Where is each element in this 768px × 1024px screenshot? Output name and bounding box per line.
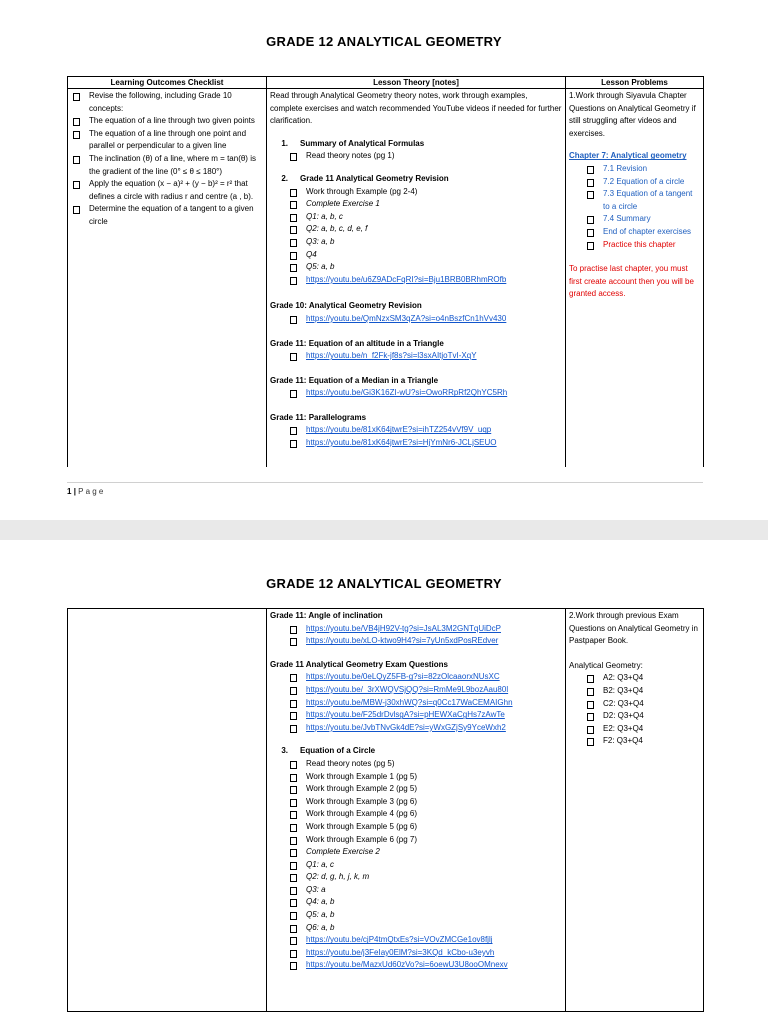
problems-intro: 2.Work through previous Exam Questions on Analytical Geometry in Pastpaper Book. (569, 611, 698, 646)
youtube-link[interactable]: https://youtu.be/xLO-ktwo9H4?si=7yUn5xdPosREdver (306, 636, 499, 646)
median-heading: Grade 11: Equation of a Median in a Triangle (270, 375, 439, 385)
video-item (288, 437, 562, 450)
chapter-sections (569, 163, 700, 251)
youtube-link[interactable]: https://youtu.be/81xK64jtwrE?si=HjYmNr6-JCLjSEUO (306, 438, 497, 448)
section-2-list (270, 186, 562, 287)
practice-item[interactable]: Practice this chapter (585, 239, 700, 252)
theory-cell (267, 609, 566, 1012)
section-1-list (270, 150, 562, 163)
outcomes-checklist (71, 90, 263, 229)
task-item[interactable]: Work through Example 3 (pg 6) (288, 796, 562, 809)
outcome-item[interactable]: Revise the following, including Grade 10 concepts: (71, 90, 263, 115)
chapter-section-item[interactable]: End of chapter exercises (585, 226, 700, 239)
video-item (288, 959, 562, 972)
video-item (288, 635, 562, 648)
video-item (288, 350, 562, 363)
chapter-link[interactable]: Chapter 7: Analytical geometry (569, 151, 687, 161)
table-header-row (68, 77, 704, 89)
chapter-section-item[interactable]: 7.4 Summary (585, 213, 700, 226)
section-number: 3. (281, 746, 288, 756)
header-learning-outcomes: Learning Outcomes Checklist (68, 77, 267, 89)
altitude-links (270, 350, 562, 363)
youtube-link[interactable]: https://youtu.be/MBW-j30xhWQ?si=q0Cc17WaCEMAIGhn (306, 697, 513, 707)
inclination-links (270, 623, 562, 648)
pastpaper-item[interactable]: E2: Q3+Q4 (585, 723, 700, 736)
section-1-heading (270, 138, 562, 151)
chapter-section-item[interactable]: 7.2 Equation of a circle (585, 176, 700, 189)
video-item (288, 387, 562, 400)
section-number: 1. (281, 138, 288, 148)
header-lesson-theory: Lesson Theory [notes] (267, 77, 566, 89)
median-links (270, 387, 562, 400)
youtube-link[interactable]: https://youtu.be/F25drDvlsgA?si=pHEWXaCgHs7zAwTe (306, 710, 505, 720)
question-item[interactable]: Q4 (288, 249, 562, 262)
pastpaper-list (569, 672, 700, 748)
video-item (288, 697, 562, 710)
footer-separator: | (73, 487, 76, 496)
youtube-link[interactable]: https://youtu.be/VB4jH92V-tg?si=JsAL3M2GNTqUiDcP (306, 623, 501, 633)
task-item[interactable]: Work through Example 2 (pg 5) (288, 783, 562, 796)
video-item (288, 934, 562, 947)
lesson-table (67, 76, 704, 467)
outcome-item[interactable]: The inclination (θ) of a line, where m = tan(θ) is the gradient of the line (0° ≤ θ ≤ 180°) (71, 153, 263, 178)
question-item[interactable]: Q1: a, b, c (288, 211, 562, 224)
task-item[interactable]: Work through Example 4 (pg 6) (288, 808, 562, 821)
question-item[interactable]: Q2: a, b, c, d, e, f (288, 223, 562, 236)
task-item[interactable]: Work through Example 6 (pg 7) (288, 834, 562, 847)
task-item[interactable]: Work through Example 5 (pg 6) (288, 821, 562, 834)
footer-label: P a g e (78, 487, 104, 496)
youtube-link[interactable]: https://youtu.be/JvbTNvGk4dE?si=yWxGZjSy9YceWxh2 (306, 722, 506, 732)
outcome-item[interactable]: The equation of a line through one point and parallel or perpendicular to a given line (71, 128, 263, 153)
chapter-section-item[interactable]: 7.3 Equation of a tangent to a circle (585, 188, 700, 213)
youtube-link[interactable]: https://youtu.be/cjP4tmQtxEs?si=VOvZMCGe1ov8fjlj (306, 935, 493, 945)
grade10-links (270, 313, 562, 326)
outcomes-cell-empty (68, 609, 267, 1012)
page-footer (67, 487, 103, 496)
section-3-list (270, 758, 562, 972)
youtube-link[interactable]: https://youtu.be/n_f2Fk-jf8s?si=l3sxAItjoTvI-XqY (306, 351, 477, 361)
chapter-section-item[interactable]: 7.1 Revision (585, 163, 700, 176)
video-item (288, 722, 562, 735)
video-item (288, 684, 562, 697)
question-item[interactable]: Q2: d, g, h, j, k, m (288, 871, 562, 884)
pastpaper-item[interactable]: B2: Q3+Q4 (585, 685, 700, 698)
exercise-item[interactable]: Complete Exercise 2 (288, 846, 562, 859)
altitude-heading: Grade 11: Equation of an altitude in a Triangle (270, 338, 444, 348)
question-item[interactable]: Q5: a, b (288, 261, 562, 274)
youtube-link[interactable]: https://youtu.be/j3FeIay0ElM?si=3KQd_kCbo-u3eyvh (306, 947, 495, 957)
problems-cell (566, 609, 704, 1012)
question-item[interactable]: Q4: a, b (288, 896, 562, 909)
pastpaper-item[interactable]: C2: Q3+Q4 (585, 698, 700, 711)
table-body-row (68, 609, 704, 1012)
footer-divider (67, 482, 703, 483)
youtube-link[interactable]: https://youtu.be/Gi3K16ZI-wU?si=OwoRRpRf2QhYC5Rh (306, 388, 508, 398)
video-item (288, 274, 562, 287)
page-title: GRADE 12 ANALYTICAL GEOMETRY (266, 576, 502, 591)
section-title: Equation of a Circle (300, 746, 376, 756)
problems-cell (566, 89, 704, 468)
pastpaper-item[interactable]: D2: Q3+Q4 (585, 710, 700, 723)
parallelogram-links (270, 424, 562, 449)
page-2 (0, 540, 768, 1024)
youtube-link[interactable]: https://youtu.be/u6Z9ADcFqRI?si=Bju1BRB0BRhmROfb (306, 274, 507, 284)
page-title: GRADE 12 ANALYTICAL GEOMETRY (266, 34, 502, 49)
page-number: 1 (67, 487, 72, 496)
section-2-heading (270, 173, 562, 186)
video-item (288, 671, 562, 684)
practice-note: To practise last chapter, you must first create account then you will be granted access. (569, 264, 694, 299)
parallelograms-heading: Grade 11: Parallelograms (270, 412, 367, 422)
outcomes-cell (68, 89, 267, 468)
theory-cell (267, 89, 566, 468)
outcome-item[interactable]: Determine the equation of a tangent to a given circle (71, 203, 263, 228)
problems-intro: 1.Work through Siyavula Chapter Questions on Analytical Geometry if still struggling after videos and exercises. (569, 91, 696, 138)
video-item (288, 424, 562, 437)
youtube-link[interactable]: https://youtu.be/MazxUd60zVo?si=6oewU3U8ooOMnexv (306, 960, 508, 970)
question-item[interactable]: Q3: a, b (288, 236, 562, 249)
video-item (288, 623, 562, 636)
question-item[interactable]: Q6: a, b (288, 922, 562, 935)
outcome-item[interactable]: Apply the equation (x − a)² + (y − b)² = r² that defines a circle with radius r and centre (a , b). (71, 178, 263, 203)
question-item[interactable]: Q1: a, c (288, 859, 562, 872)
lesson-table-continued (67, 608, 704, 1012)
inclination-heading: Grade 11: Angle of inclination (270, 611, 383, 620)
pastpaper-item[interactable]: F2: Q3+Q4 (585, 735, 700, 748)
section-title: Summary of Analytical Formulas (300, 138, 425, 148)
exam-question-links (270, 671, 562, 734)
video-item (288, 947, 562, 960)
youtube-link[interactable]: https://youtu.be/QmNzxSM3qZA?si=o4nBszfCn1hVv430 (306, 313, 507, 323)
task-item[interactable]: Work through Example 1 (pg 5) (288, 771, 562, 784)
header-lesson-problems: Lesson Problems (566, 77, 704, 89)
video-item (288, 709, 562, 722)
exam-heading: Analytical Geometry: (569, 660, 643, 670)
table-body-row (68, 89, 704, 468)
video-item (288, 313, 562, 326)
theory-intro: Read through Analytical Geometry theory notes, work through examples, complete exercises and watch recommended YouTube videos if needed for further clarification. (270, 91, 562, 126)
exercise-item[interactable]: Complete Exercise 1 (288, 198, 562, 211)
exam-questions-heading: Grade 11 Analytical Geometry Exam Questions (270, 659, 448, 669)
question-item[interactable]: Q5: a, b (288, 909, 562, 922)
section-title: Grade 11 Analytical Geometry Revision (300, 173, 449, 183)
task-item[interactable]: Read theory notes (pg 1) (288, 150, 562, 163)
page-gap (0, 520, 768, 540)
task-item[interactable]: Read theory notes (pg 5) (288, 758, 562, 771)
section-number: 2. (281, 173, 288, 183)
section-3-heading (270, 745, 562, 758)
youtube-link[interactable]: https://youtu.be/_3rXWQVSjQQ?si=RmMe9L9bozAau80l (306, 684, 509, 694)
grade10-revision-heading: Grade 10: Analytical Geometry Revision (270, 301, 422, 311)
question-item[interactable]: Q3: a (288, 884, 562, 897)
pastpaper-item[interactable]: A2: Q3+Q4 (585, 672, 700, 685)
youtube-link[interactable]: https://youtu.be/0eLQyZ5FB-g?si=82zOlcaaorxNUsXC (306, 672, 500, 682)
youtube-link[interactable]: https://youtu.be/81xK64jtwrE?si=ihTZ254vVf9V_uqp (306, 425, 492, 435)
outcome-item[interactable]: The equation of a line through two given points (71, 115, 263, 128)
task-item[interactable]: Work through Example (pg 2-4) (288, 186, 562, 199)
